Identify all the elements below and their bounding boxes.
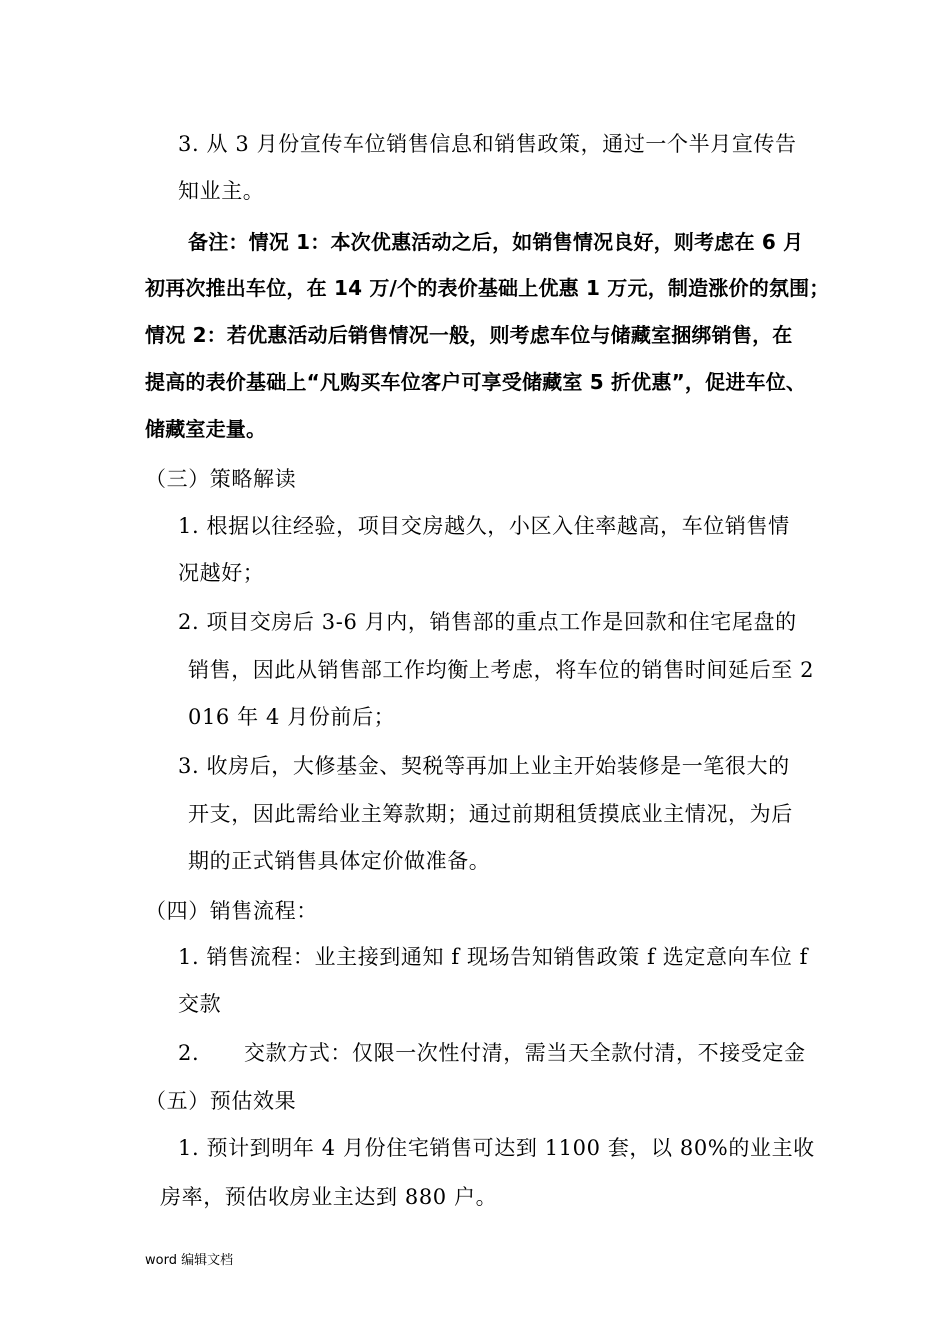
paragraph-3-line-2: 知业主。: [178, 179, 265, 203]
section-3-item-3-line-2: 开支，因此需给业主筹款期；通过前期租赁摸底业主情况，为后: [188, 802, 793, 826]
section-4-item-2-text: 交款方式：仅限一次性付清，需当天全款付清，不接受定金: [244, 1041, 806, 1065]
section-3-item-3-line-3: 期的正式销售具体定价做准备。: [188, 849, 491, 873]
section-4-item-2-number: 2.: [178, 1041, 200, 1065]
section-4-heading: （四）销售流程：: [145, 899, 318, 923]
section-4-item-1-line-1: 1. 销售流程：业主接到通知 f 现场告知销售政策 f 选定意向车位 f: [178, 945, 809, 969]
section-3-item-2-line-1: 2. 项目交房后 3-6 月内，销售部的重点工作是回款和住宅尾盘的: [178, 610, 797, 634]
note-line-1: 备注：情况 1：本次优惠活动之后，如销售情况良好，则考虑在 6 月: [188, 230, 804, 254]
note-line-3: 情况 2：若优惠活动后销售情况一般，则考虑车位与储藏室捆绑销售，在: [145, 323, 793, 347]
section-3-item-3-line-1: 3. 收房后，大修基金、契税等再加上业主开始装修是一笔很大的: [178, 754, 790, 778]
section-3-item-1-line-1: 1. 根据以往经验，项目交房越久，小区入住率越高，车位销售情: [178, 514, 790, 538]
section-4-item-1-line-2: 交款: [178, 992, 222, 1016]
section-3-item-1-line-2: 况越好；: [178, 561, 265, 585]
section-3-item-2-line-2: 销售，因此从销售部工作均衡上考虑，将车位的销售时间延后至 2: [188, 658, 815, 682]
section-5-item-1-line-2: 房率，预估收房业主达到 880 户。: [160, 1185, 498, 1209]
section-3-item-2-line-3: 016 年 4 月份前后；: [188, 705, 396, 729]
section-5-item-1-line-1: 1. 预计到明年 4 月份住宅销售可达到 1100 套，以 80%的业主收: [178, 1136, 815, 1160]
paragraph-3-line-1: 3. 从 3 月份宣传车位销售信息和销售政策，通过一个半月宣传告: [178, 132, 797, 156]
note-line-4: 提高的表价基础上“凡购买车位客户可享受储藏室 5 折优惠”，促进车位、: [145, 370, 807, 394]
note-line-2: 初再次推出车位，在 14 万/个的表价基础上优惠 1 万元，制造涨价的氛围；: [145, 276, 830, 300]
section-5-heading: （五）预估效果: [145, 1089, 297, 1113]
footer-label: word 编辑文档: [145, 1253, 234, 1268]
section-3-heading: （三）策略解读: [145, 467, 297, 491]
note-line-5: 储藏室走量。: [145, 417, 267, 441]
